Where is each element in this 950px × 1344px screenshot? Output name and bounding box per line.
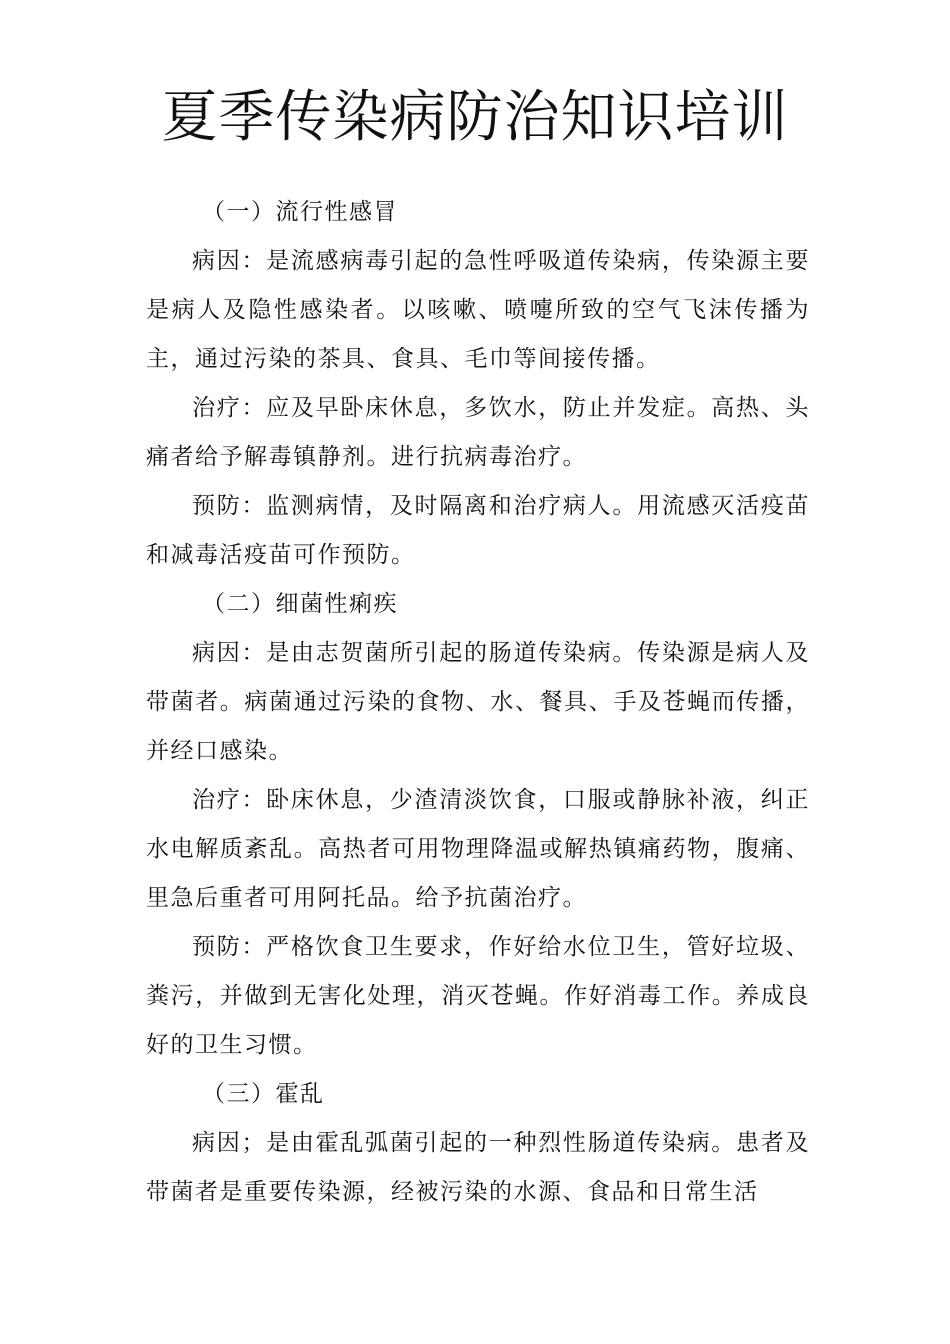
section-heading: （二）细菌性痢疾	[202, 591, 398, 617]
paragraph: 治疗：应及早卧床休息，多饮水，防止并发症。高热、头痛者给予解毒镇静剂。进行抗病毒治疗。	[146, 395, 810, 470]
section-heading: （一）流行性感冒	[202, 199, 398, 225]
document-body	[146, 188, 810, 1217]
paragraph: 预防：监测病情，及时隔离和治疗病人。用流感灭活疫苗和减毒活疫苗可作预防。	[146, 493, 810, 568]
paragraph: 病因：是由志贺菌所引起的肠道传染病。传染源是病人及带菌者。病菌通过污染的食物、水、餐具、手及苍蝇而传播，并经口感染。	[146, 640, 810, 764]
paragraph: 治疗：卧床休息，少渣清淡饮食，口服或静脉补液，纠正水电解质紊乱。高热者可用物理降温或解热镇痛药物，腹痛、里急后重者可用阿托品。给予抗菌治疗。	[146, 787, 810, 911]
document-title: 夏季传染病防治知识培训	[161, 85, 789, 150]
section-heading: （三）霍乱	[202, 1081, 325, 1107]
paragraph: 预防：严格饮食卫生要求，作好给水位卫生，管好垃圾、粪污，并做到无害化处理，消灭苍蝇。作好消毒工作。养成良好的卫生习惯。	[146, 934, 810, 1058]
paragraph: 病因；是由霍乱弧菌引起的一种烈性肠道传染病。患者及带菌者是重要传染源，经被污染的水源、食品和日常生活	[146, 1130, 810, 1205]
paragraph: 病因：是流感病毒引起的急性呼吸道传染病，传染源主要是病人及隐性感染者。以咳嗽、喷嚏所致的空气飞沫传播为主，通过污染的茶具、食具、毛巾等间接传播。	[146, 248, 810, 372]
